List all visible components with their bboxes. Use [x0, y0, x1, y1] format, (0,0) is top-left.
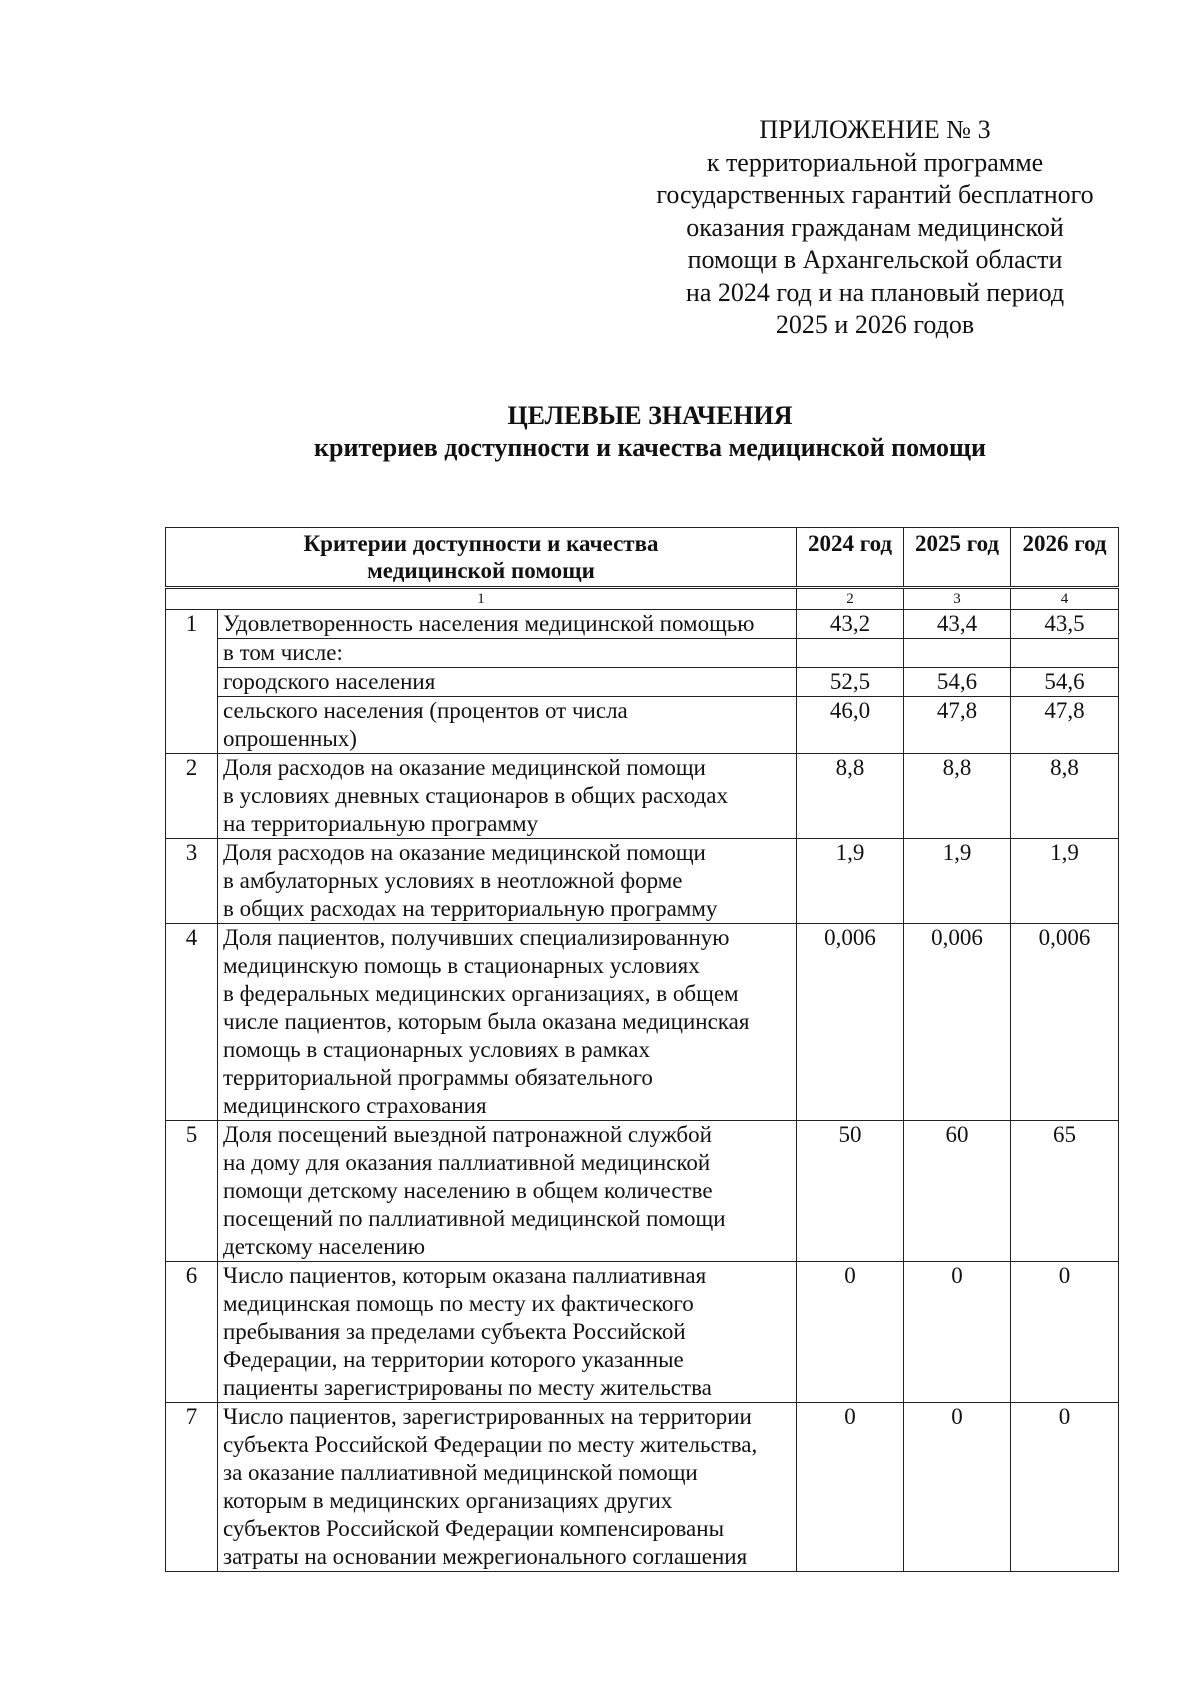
- value-2025: 43,4: [904, 610, 1011, 639]
- criterion-text-line: пациенты зарегистрированы по месту жительства: [223, 1375, 712, 1400]
- criterion-text: [218, 639, 797, 668]
- document-title: [150, 400, 1150, 464]
- value-2025: 0: [904, 1262, 1011, 1403]
- year-header-2025: 2025 год: [904, 528, 1011, 587]
- criterion-text-line: городского населения: [223, 669, 436, 694]
- header-row: [166, 528, 1119, 587]
- appendix-header: [625, 114, 1125, 342]
- appendix-text-line: 2025 и 2026 годов: [775, 310, 975, 339]
- criterion-text: [218, 1121, 797, 1262]
- criterion-text-line: помощи детскому населению в общем количестве: [223, 1178, 713, 1203]
- value-2024: 46,0: [797, 697, 904, 754]
- value-2024: [797, 639, 904, 668]
- column-numbers-row: [166, 589, 1119, 610]
- criterion-text-line: медицинскую помощь в стационарных условиях: [223, 953, 700, 978]
- value-2026: 0: [1011, 1403, 1119, 1572]
- criterion-text-line: Доля расходов на оказание медицинской помощи: [223, 755, 706, 780]
- criteria-table-body: [166, 589, 1119, 1572]
- appendix-text-line: помощи в Архангельской области: [687, 245, 1063, 274]
- criterion-text: [218, 697, 797, 754]
- table-row: [166, 1403, 1119, 1572]
- criterion-text-line: сельского населения (процентов от числа: [223, 698, 628, 723]
- row-number: 1: [166, 610, 218, 639]
- criterion-text-line: Доля расходов на оказание медицинской помощи: [223, 840, 706, 865]
- criterion-text-line: в амбулаторных условиях в неотложной форме: [223, 868, 683, 893]
- value-2026: 43,5: [1011, 610, 1119, 639]
- criteria-table: [165, 588, 1119, 1572]
- criterion-text-line: Федерации, на территории которого указанные: [223, 1347, 684, 1372]
- row-number: 3: [166, 839, 218, 924]
- appendix-text-line: к территориальной программе: [706, 147, 1044, 177]
- row-number: [166, 697, 218, 754]
- value-2024: 52,5: [797, 668, 904, 697]
- criterion-text-line: Число пациентов, которым оказана паллиативная: [223, 1263, 707, 1288]
- value-2025: 54,6: [904, 668, 1011, 697]
- value-2024: 0: [797, 1262, 904, 1403]
- value-2024: 1,9: [797, 839, 904, 924]
- criterion-text: [218, 610, 797, 639]
- table-row: [166, 697, 1119, 754]
- table-row: [166, 839, 1119, 924]
- row-number: [166, 668, 218, 697]
- table-row: [166, 668, 1119, 697]
- column-number: 2: [797, 589, 904, 610]
- value-2026: 0,006: [1011, 924, 1119, 1121]
- criteria-header-line: Критерии доступности и качества: [303, 531, 659, 556]
- criterion-text-line: на территориальную программу: [223, 811, 539, 836]
- value-2025: 0,006: [904, 924, 1011, 1121]
- criterion-text-line: опрошенных): [223, 726, 357, 751]
- row-number: 2: [166, 754, 218, 839]
- criterion-text-line: субъектов Российской Федерации компенсированы: [223, 1516, 725, 1541]
- table-row: [166, 754, 1119, 839]
- row-number: 7: [166, 1403, 218, 1572]
- row-number: 4: [166, 924, 218, 1121]
- criterion-text: [218, 1403, 797, 1572]
- value-2026: 65: [1011, 1121, 1119, 1262]
- criterion-text: [218, 839, 797, 924]
- criterion-text-line: на дому для оказания паллиативной медицинской: [223, 1150, 711, 1175]
- column-number: 4: [1011, 589, 1119, 610]
- value-2026: 0: [1011, 1262, 1119, 1403]
- document-title-line1: ЦЕЛЕВЫЕ ЗНАЧЕНИЯ: [507, 401, 793, 430]
- column-number: 1: [166, 589, 797, 610]
- criterion-text-line: помощь в стационарных условиях в рамках: [223, 1037, 650, 1062]
- appendix-title-line: ПРИЛОЖЕНИЕ № 3: [759, 115, 991, 144]
- value-2025: 60: [904, 1121, 1011, 1262]
- criterion-text: [218, 924, 797, 1121]
- value-2024: 0: [797, 1403, 904, 1572]
- row-number: 5: [166, 1121, 218, 1262]
- year-header-2026: 2026 год: [1011, 528, 1119, 587]
- criterion-text: [218, 754, 797, 839]
- value-2026: 47,8: [1011, 697, 1119, 754]
- column-number: 3: [904, 589, 1011, 610]
- year-header-2024: 2024 год: [797, 528, 904, 587]
- value-2024: 0,006: [797, 924, 904, 1121]
- criterion-text-line: медицинская помощь по месту их фактического: [223, 1291, 694, 1316]
- table-row: [166, 610, 1119, 639]
- value-2024: 8,8: [797, 754, 904, 839]
- criterion-text-line: в федеральных медицинских организациях, в общем: [223, 981, 739, 1006]
- value-2024: 43,2: [797, 610, 904, 639]
- criterion-text-line: пребывания за пределами субъекта Российской: [223, 1319, 686, 1344]
- value-2025: 47,8: [904, 697, 1011, 754]
- appendix-text-line: оказания гражданам медицинской: [686, 212, 1064, 242]
- criterion-text-line: которым в медицинских организациях других: [223, 1488, 673, 1513]
- criteria-header-line: медицинской помощи: [367, 558, 595, 583]
- criteria-table-header: [165, 527, 1119, 587]
- criterion-text-line: медицинского страхования: [223, 1093, 487, 1118]
- table-row: [166, 924, 1119, 1121]
- criterion-text-line: за оказание паллиативной медицинской помощи: [223, 1460, 698, 1485]
- document-title-line2: критериев доступности и качества медицинской помощи: [314, 433, 986, 462]
- criterion-text-line: в том числе:: [223, 640, 343, 665]
- row-number: 6: [166, 1262, 218, 1403]
- criterion-text-line: детскому населению: [223, 1234, 426, 1259]
- table-row: [166, 639, 1119, 668]
- row-number: [166, 639, 218, 668]
- appendix-text-line: государственных гарантий бесплатного: [656, 180, 1094, 209]
- value-2025: 8,8: [904, 754, 1011, 839]
- value-2026: 8,8: [1011, 754, 1119, 839]
- criterion-text-line: Удовлетворенность населения медицинской помощью: [223, 611, 755, 636]
- value-2026: 1,9: [1011, 839, 1119, 924]
- criterion-text-line: в условиях дневных стационаров в общих расходах: [223, 783, 728, 808]
- criterion-text-line: территориальной программы обязательного: [223, 1065, 653, 1090]
- criterion-text-line: затраты на основании межрегионального соглашения: [223, 1544, 748, 1569]
- criterion-text-line: в общих расходах на территориальную программу: [223, 896, 718, 921]
- criterion-text: [218, 668, 797, 697]
- value-2025: [904, 639, 1011, 668]
- value-2026: 54,6: [1011, 668, 1119, 697]
- value-2026: [1011, 639, 1119, 668]
- criterion-text-line: Доля посещений выездной патронажной службой: [223, 1122, 712, 1147]
- criterion-text-line: числе пациентов, которым была оказана медицинская: [223, 1009, 750, 1034]
- criteria-column-header: [166, 528, 797, 587]
- criterion-text-line: посещений по паллиативной медицинской помощи: [223, 1206, 726, 1231]
- criterion-text: [218, 1262, 797, 1403]
- criterion-text-line: Число пациентов, зарегистрированных на территории: [223, 1404, 752, 1429]
- appendix-text-line: на 2024 год и на плановый период: [685, 277, 1065, 307]
- table-row: [166, 1121, 1119, 1262]
- value-2024: 50: [797, 1121, 904, 1262]
- value-2025: 0: [904, 1403, 1011, 1572]
- criterion-text-line: Доля пациентов, получивших специализированную: [223, 925, 730, 950]
- table-row: [166, 1262, 1119, 1403]
- criterion-text-line: субъекта Российской Федерации по месту жительства,: [223, 1432, 758, 1457]
- value-2025: 1,9: [904, 839, 1011, 924]
